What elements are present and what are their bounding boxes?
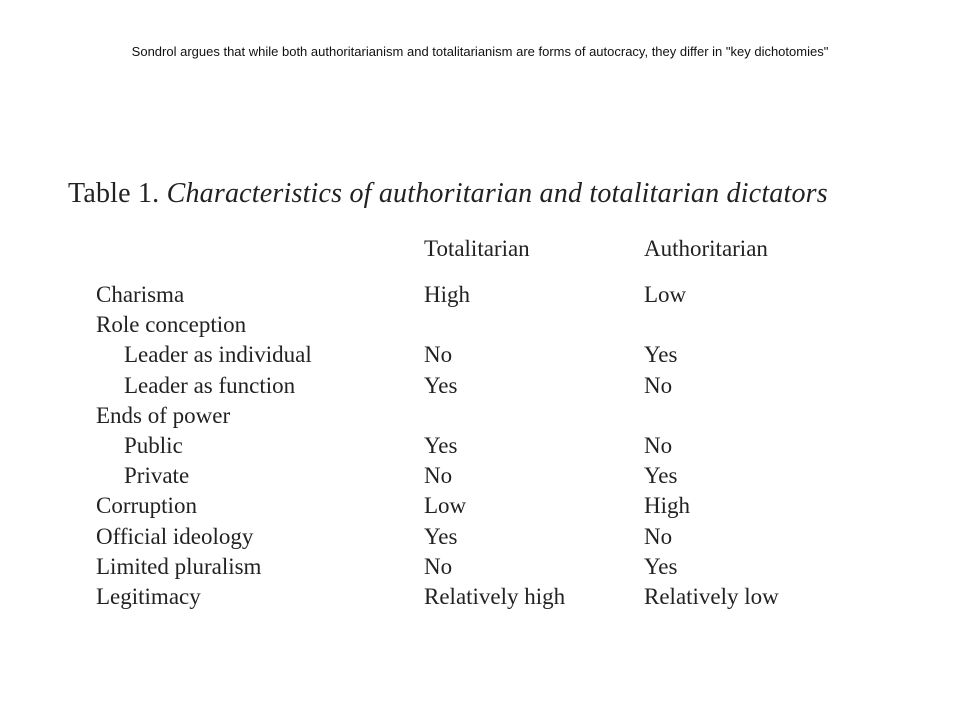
- row-label: Corruption: [96, 493, 197, 519]
- authoritarian-value: No: [644, 432, 673, 458]
- totalitarian-value: Relatively high: [424, 583, 566, 609]
- row-label: Official ideology: [96, 523, 254, 549]
- table-row: [62, 312, 902, 342]
- row-label: Public: [124, 432, 183, 458]
- authoritarian-value: No: [644, 523, 673, 549]
- table-row: [62, 493, 902, 523]
- column-header-authoritarian: Authoritarian: [644, 236, 768, 261]
- table-row: [62, 463, 902, 493]
- row-label: Leader as function: [124, 372, 296, 398]
- table-body: [62, 282, 902, 614]
- totalitarian-value: Yes: [424, 523, 458, 549]
- table-row: [62, 342, 902, 372]
- totalitarian-value: High: [424, 282, 470, 307]
- row-label: Charisma: [96, 282, 185, 307]
- table-row: [62, 403, 902, 433]
- column-header-totalitarian: Totalitarian: [424, 236, 530, 261]
- authoritarian-value: Relatively low: [644, 583, 779, 609]
- table-figure: [62, 178, 902, 618]
- row-label: Role conception: [96, 312, 247, 338]
- row-label: Private: [124, 463, 190, 489]
- table-title: [68, 178, 828, 210]
- table-number: Table 1.: [68, 178, 160, 209]
- totalitarian-value: Low: [424, 493, 467, 519]
- table-row: [62, 554, 902, 584]
- totalitarian-value: Yes: [424, 432, 458, 458]
- authoritarian-value: Yes: [644, 342, 678, 368]
- table-row: [62, 584, 902, 614]
- totalitarian-value: No: [424, 553, 453, 579]
- totalitarian-value: No: [424, 342, 453, 368]
- table-row: [62, 524, 902, 554]
- table-row: [62, 282, 902, 312]
- authoritarian-value: Low: [644, 282, 687, 307]
- table-title-text: Characteristics of authoritarian and totalitarian dictators: [166, 178, 828, 209]
- row-label: Legitimacy: [96, 583, 201, 609]
- row-label: Leader as individual: [124, 342, 312, 368]
- row-label: Ends of power: [96, 402, 231, 428]
- authoritarian-value: No: [644, 372, 673, 398]
- row-label: Limited pluralism: [96, 553, 262, 579]
- table-row: [62, 373, 902, 403]
- slide-caption: Sondrol argues that while both authoritarianism and totalitarianism are forms of autocracy, they differ in "key dichotomies": [131, 44, 829, 59]
- authoritarian-value: High: [644, 493, 690, 519]
- authoritarian-value: Yes: [644, 463, 678, 489]
- table-row: [62, 433, 902, 463]
- totalitarian-value: No: [424, 463, 453, 489]
- totalitarian-value: Yes: [424, 372, 458, 398]
- authoritarian-value: Yes: [644, 553, 678, 579]
